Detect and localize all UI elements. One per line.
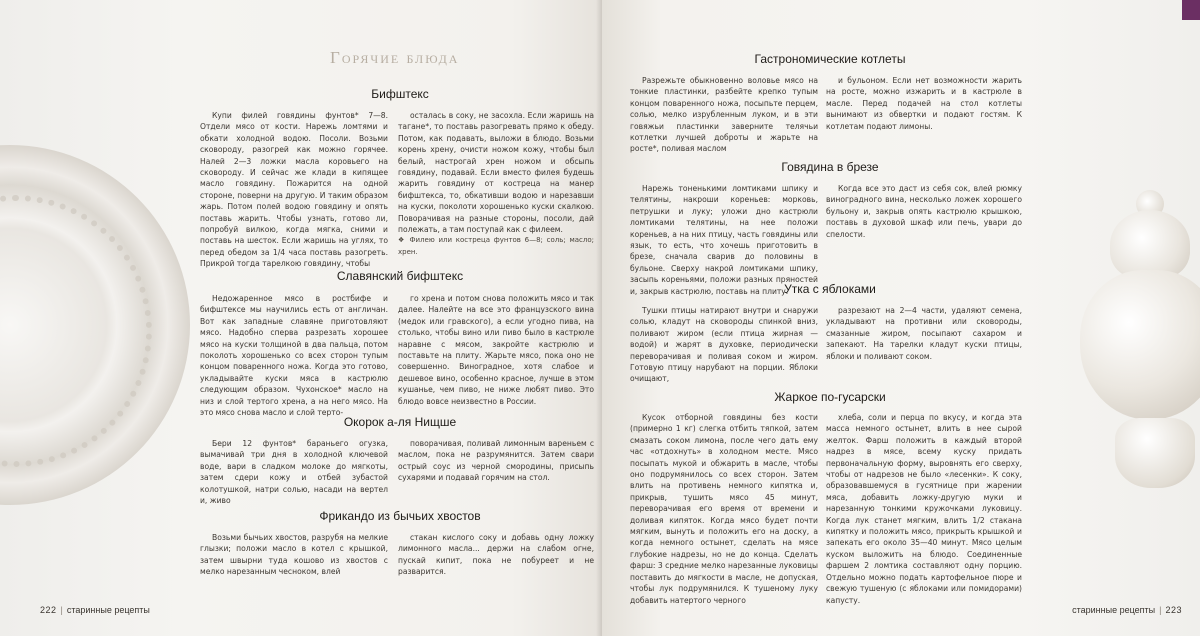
recipe-text <box>826 183 1022 240</box>
recipe-paragraph: Когда все это даст из себя сок, влей рюмку виноградного вина, несколько ложек хорошего бульону и, закрыв опять кастрюлю крышкою, поставь в духовой шкаф или печь, увари до спелости. <box>826 184 1022 239</box>
recipe-text <box>630 183 818 297</box>
recipe-paragraph: Купи филей говядины фунтов* 7—8. Отдели мясо от кости. Нарежь ломтями и обкати холодной водою. Посоли. Возьми сковороду, разогрей как можно горячее. Налей 2—3 ложки масла коровьего на сковороду. И сейчас же клади в кипящее масло говядину. Пожарится на одной стороне, поверни на другую. И таким образом жарь. Потом полей водою говядину и опять поставь жарить. Чтобы узнать, готово ли, попробуй вилкою, когда мягка, сними и поставь на шесток. Если жаришь на углях, то перед обедом за 1/4 часа поставь разогреть. Прикрой тогда тарелкою говядину, чтобы <box>200 111 388 269</box>
page-footer <box>40 605 150 615</box>
page-footer <box>1072 605 1182 615</box>
recipe-paragraph: Кусок отборной говядины без кости (примерно 1 кг) слегка отбить тяпкой, затем смазать соком лимона, после чего дать ему час «отдохнуть» в холодном месте. Мясо посыпать мукой и обжарить в масле, чтобы оно подрумянилось со всех сторон. Затем влить на противень немного кипятка и, прикрыв, тушить мясо 45 минут, переворачивая его время от времени и доливая кипяток. Когда мясо будет почти мягким, вынуть и положить его на доску, а когда немного остынет, сделать на мясе глубокие надрезы, но не до конца. Сделать фарш: 3 средние мелко нарезанные луковицы поставить до мягкости в масле, не допуская, чтобы лук подрумянился. К тушеному луку добавить натертого черного <box>630 413 818 605</box>
recipe-text <box>630 305 818 385</box>
recipe-text <box>826 305 1022 362</box>
cover-edge <box>1182 0 1200 20</box>
footer-separator: | <box>1159 605 1162 615</box>
recipe-text <box>200 532 388 578</box>
recipe-paragraph: хлеба, соли и перца по вкусу, и когда эта масса немного остынет, влить в нее сырой желток. Фарш положить в каждый второй надрез в мясе, всему куску придать первоначальную форму, выровнять его сверху, чтобы от надрезов не было «лесенки». К соку, образовавшемуся в гусятнице при жарении мяса, добавить ложку-другую муки и нарезанную тонкими кружочками луковицу. Когда лук станет мягким, влить 1/2 стакана кипятку и положить мясо, прикрыть крышкой и запекать его около 35—40 минут. Мясо целым куском выложить на блюдо. Соединенные фаршем 2 ломтика составляют одну порцию. Отдельно можно подать картофельное пюре и свежую тушеную (с яблоками или помидорами) капусту. <box>826 413 1022 605</box>
tureen-body <box>1080 270 1200 420</box>
recipe-text <box>630 412 818 606</box>
tureen-foot <box>1115 418 1195 488</box>
section-heading: Горячие блюда <box>330 48 460 67</box>
recipe-text <box>398 438 594 484</box>
recipe-text <box>630 75 818 155</box>
recipe-paragraph: Нарежь тоненькими ломтиками шпику и телятины, накроши кореньев: морковь, петрушки и луку; уложи дно кастрюли ломтиками телятины, на нее положи кореньев, а на них птицу, часть говядины или язык, то есть, что хочешь приготовить в брезе, сначала сварив до половины в бульоне. Сверху накрой ломтиками шпику, засыпь кореньями, положи разных пряностей и, закрыв кастрюлю, поставь на плиту. <box>630 184 818 296</box>
recipe-text <box>826 412 1022 606</box>
recipe-title: Говядина в брезе <box>781 160 879 174</box>
recipe-paragraph: Возьми бычьих хвостов, разрубя на мелкие глызки; положи масло в котел с крышкой, затем швырни туда кошово из хвостов с мелко нарезанным чесноком, влей <box>200 533 388 577</box>
recipe-title: Гастрономические котлеты <box>754 52 906 66</box>
recipe-title: Окорок а-ля Нищше <box>343 415 457 429</box>
recipe-paragraph: поворачивая, поливай лимонным вареньем с маслом, пока не разрумянится. Затем свари острый соус из черной смородины, присыпь сухарями и подавай горячим на стол. <box>398 439 594 483</box>
recipe-paragraph: разрезают на 2—4 части, удаляют семена, укладывают на противни или сковороды, смазанные жиром, посыпают сахаром и запекают. На тарелки кладут куски птицы, яблоки и поливают соком. <box>826 306 1022 361</box>
tureen-illustration <box>1070 190 1200 520</box>
recipe-text <box>398 110 594 258</box>
footer-separator: | <box>60 605 63 615</box>
recipe-title: Утка с яблоками <box>784 282 876 296</box>
running-title: старинные рецепты <box>66 605 150 615</box>
page-number: 223 <box>1165 605 1182 615</box>
recipe-title: Бифштекс <box>371 87 429 101</box>
recipe-title: Фрикандо из бычьих хвостов <box>319 509 481 523</box>
recipe-text <box>398 293 594 407</box>
right-page <box>602 0 1200 636</box>
recipe-title: Славянский бифштекс <box>336 269 464 283</box>
recipe-paragraph: осталась в соку, не засохла. Если жаришь на тагане*, то поставь разогревать прямо к обеду. Потом, как подавать, выложи в блюдо. Возьми корень хрену, очисти ножом кожу, чтобы был белый, настрогай хрен ножом и обсыпь говядину, подавай. Если вместо филея будешь жарить говядину от костреца на манер бифштекса, то, обкативши водою и нарезавши на куски, поколоти хорошенько куски скалкою. Поворачивая на разные стороны, посоли, дай полежать, а там поступай как с филеем. <box>398 111 594 235</box>
recipe-paragraph: Разрежьте обыкновенно воловье мясо на тонкие пластинки, разбейте крепко тупым концом поваренного ножа, посыпьте перцем, солью, мелко изрубленным луком, и в эти говяжьи пластинки заверните телячьи котлетки лучшей доброты и жарьте на росте*, поливая маслом <box>630 76 818 154</box>
recipe-paragraph: Тушки птицы натирают внутри и снаружи солью, кладут на сковороды спинкой вниз, поливают жиром (если птица жирная — водой) и жарят в духовке, периодически переворачивая и поливая соком и жиром. Готовую птицу нарубают на порции. Яблоки очищают, <box>630 306 818 384</box>
recipe-paragraph: го хрена и потом снова положить мясо и так далее. Налейте на все это французского вина (медок или гравского), а если угодно пива, на столько, чтобы вино или пиво было в кастрюле наравне с мясом, закройте кастрюлю и поставьте на плиту. Жарьте мясо, пока оно не совершенно. Виноградное, хотя слабое и дешевое вино, особенно красное, лучше в этом кушанье, чем пиво, не ниже любят пиво. Это блюдо вовсе неизвестно в России. <box>398 294 594 406</box>
running-title: старинные рецепты <box>1072 605 1156 615</box>
recipe-text <box>200 293 388 418</box>
recipe-paragraph: Бери 12 фунтов* бараньего огузка, вымачивай три дня в холодной ключевой воде, вари в сладком молоке до мягкоты, затем сдери кожу и отбей зубастой колотушкой, натри солью, насади на вертел и, живо <box>200 439 388 506</box>
recipe-text <box>200 110 388 270</box>
recipe-text <box>826 75 1022 132</box>
recipe-title: Жаркое по-гусарски <box>774 390 886 404</box>
page-number: 222 <box>40 605 57 615</box>
recipe-paragraph: и бульоном. Если нет возможности жарить на росте, можно изжарить и в кастрюле в масле. Перед подачей на стол котлеты вынимают из обвертки и подают гостям. К котлетам подают лимоны. <box>826 76 1022 131</box>
ingredients-footnote: ❖ Филею или кострецa фунтов 6—8; соль; масло; хрен. <box>398 236 594 256</box>
recipe-paragraph: стакан кислого соку и добавь одну ложку лимонного масла... держи на слабом огне, пускай кипит, пока не побуреет и не разварится. <box>398 533 594 577</box>
recipe-text <box>398 532 594 578</box>
recipe-text <box>200 438 388 506</box>
recipe-paragraph: Недожаренное мясо в ростбифе и бифштексе мы научились есть от англичан. Вот как западные славяне приготовляют мясо. Надобно сперва разрезать хорошее мясо на куски толщиной в два пальца, потом поколоть хорошенько со всех сторон тупым концом поваренного ножа. Когда это готово, укладывайте куски мяса в кастрюлю следующим образом. Чухонское* масло на низ и слой тертого хрена, а на него мясо. На это мясо снова масло и слой терто- <box>200 294 388 418</box>
